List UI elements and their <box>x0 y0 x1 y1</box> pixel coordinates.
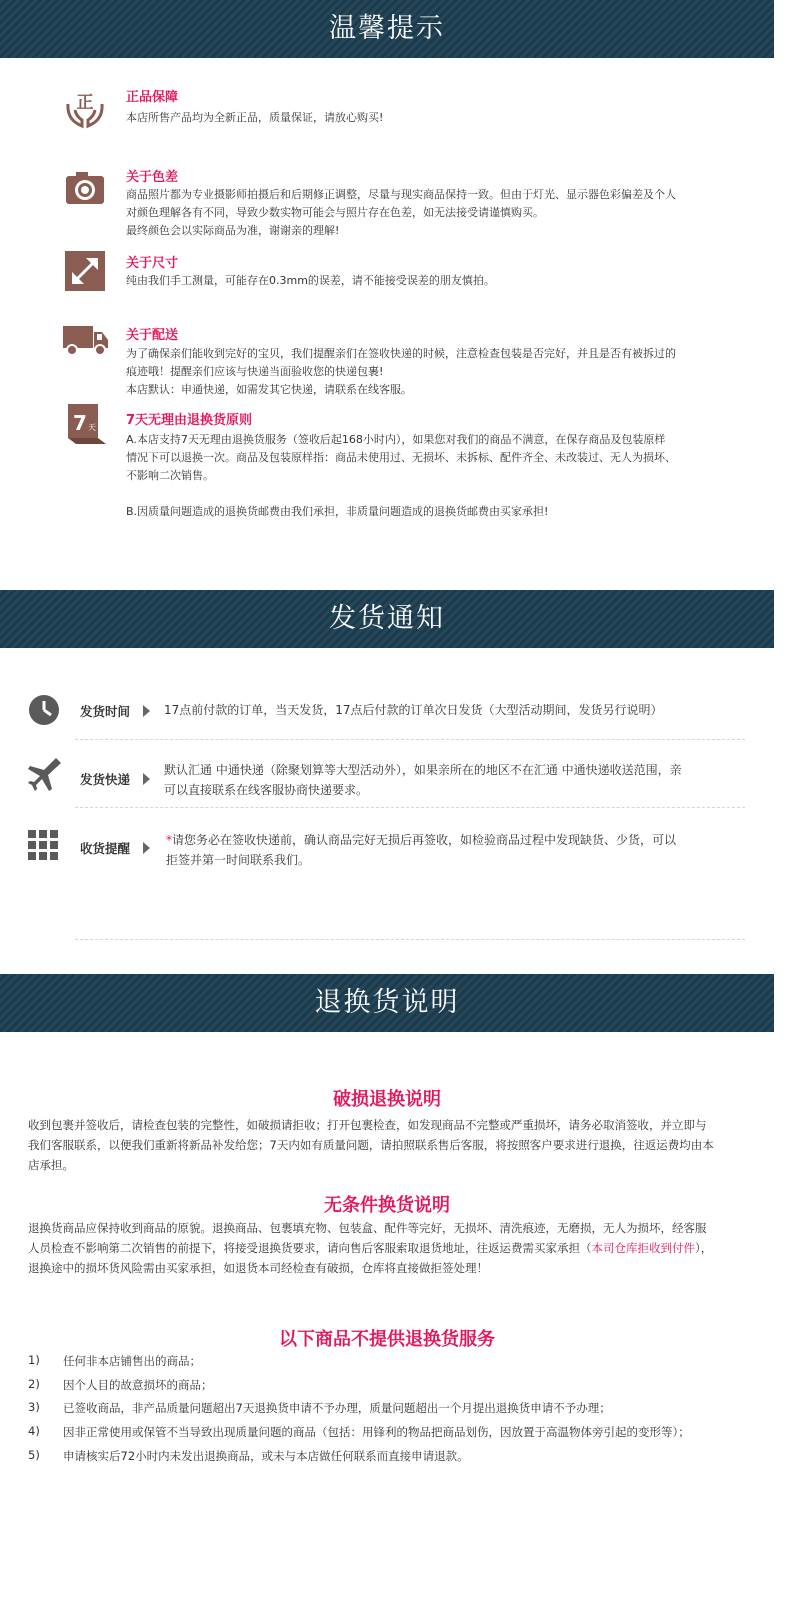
divider <box>75 807 745 808</box>
tip-line: B.因质量问题造成的退换货邮费由我们承担，非质量问题造成的退换货邮费由买家承担! <box>126 505 549 518</box>
tip-title-size: 关于尺寸 <box>126 256 179 271</box>
tip-line: 商品照片都为专业摄影师拍摄后和后期修正调整，尽量与现实商品保持一致。但由于灯光、显示器色彩偏差及个人 <box>126 188 676 201</box>
tip-body-size <box>126 272 736 290</box>
para-line: 人员检查不影响第二次销售的前提下，将接受退换货要求，请向售后客服索取退货地址，往返运费需买家承担（本司仓库拒收到付件）， <box>28 1241 713 1255</box>
svg-text:天: 天 <box>88 423 96 432</box>
size-arrow-icon <box>64 250 106 292</box>
list-num: 4) <box>28 1424 40 1438</box>
no-service-title: 以下商品不提供退换货服务 <box>279 1329 495 1350</box>
tip-line: 痕迹哦！提醒亲们应该与快递当面验收您的快递包裹! <box>126 365 384 378</box>
tip-line: 本店所售产品均为全新正品，质量保证，请放心购买! <box>126 111 384 124</box>
tip-line: 为了确保亲们能收到完好的宝贝，我们提醒亲们在签收快递的时候，注意检查包装是否完好，并且是否有被拆过的 <box>126 347 676 360</box>
camera-icon <box>64 168 106 210</box>
list-item: 任何非本店铺售出的商品； <box>63 1354 201 1368</box>
list-num: 1) <box>28 1353 40 1367</box>
list-num: 3) <box>28 1400 40 1414</box>
tip-body-7days <box>126 431 736 521</box>
shipping-banner: 发货通知 <box>0 590 774 648</box>
damage-paragraph <box>28 1115 748 1175</box>
required-star: * <box>166 833 172 847</box>
tip-line: 最终颜色会以实际商品为准，谢谢亲的理解! <box>126 224 340 237</box>
divider <box>75 739 745 740</box>
shipping-line: 请您务必在签收快递前，确认商品完好无损后再签收，如检验商品过程中发现缺货、少货，可以 <box>172 833 677 847</box>
returns-banner: 退换货说明 <box>0 974 774 1032</box>
seven-days-icon <box>66 402 108 444</box>
unconditional-paragraph <box>28 1218 748 1278</box>
grid-icon <box>28 830 60 862</box>
tip-line: 纯由我们手工测量，可能存在0.3mm的误差，请不能接受误差的朋友慎拍。 <box>126 274 495 287</box>
shipping-text-express <box>164 760 734 800</box>
list-item: 因非正常使用或保管不当导致出现质量问题的商品（包括：用锋利的物品把商品划伤，因放置于高温物体旁引起的变形等）； <box>63 1425 690 1439</box>
list-item: 已签收商品，非产品质量问题超出7天退换货申请不予办理，质量问题超出一个月提出退换货申请不予办理； <box>63 1401 611 1415</box>
shipping-line: 可以直接联系在线客服协商快递要求。 <box>164 783 369 797</box>
svg-text:正: 正 <box>76 93 94 113</box>
list-num: 2) <box>28 1377 40 1391</box>
clock-icon <box>28 694 60 726</box>
shipping-label-receive: 收货提醒 <box>80 841 131 856</box>
arrow-right-icon <box>143 842 150 854</box>
tip-line: A.本店支持7天无理由退换货服务（签收后起168小时内），如果您对我们的商品不满意，在保存商品及包装原样 <box>126 433 666 446</box>
shipping-text-time <box>164 700 734 720</box>
shipping-line: 默认汇通 中通快递（除聚划算等大型活动外），如果亲所在的地区不在汇通 中通快递收送范围，亲 <box>164 763 682 777</box>
tip-title-7days: 7天无理由退换货原则 <box>126 413 253 428</box>
tip-line: 本店默认：申通快递，如需发其它快递，请联系在线客服。 <box>126 383 412 396</box>
para-line: 退换途中的损坏货风险需由买家承担，如退货本司经检查有破损，仓库将直接做拒签处理！ <box>28 1261 488 1275</box>
tip-line: 对颜色理解各有不同，导致少数实物可能会与照片存在色差，如无法接受请谨慎购买。 <box>126 206 544 219</box>
airplane-icon <box>28 758 60 790</box>
tip-title-delivery: 关于配送 <box>126 328 179 343</box>
shipping-line: 拒签并第一时间联系我们。 <box>166 853 311 867</box>
list-item: 申请核实后72小时内未发出退换商品，或未与本店做任何联系而直接申请退款。 <box>63 1449 469 1463</box>
warehouse-note: 本司仓库拒收到付件 <box>591 1241 695 1255</box>
tip-body-color <box>126 186 736 240</box>
tip-title-color: 关于色差 <box>126 170 179 185</box>
tip-body-genuine <box>126 109 736 127</box>
arrow-right-icon <box>143 773 150 785</box>
tip-line: 不影响二次销售。 <box>126 469 214 482</box>
tips-banner: 温馨提示 <box>0 0 774 58</box>
svg-text:7: 7 <box>73 411 87 435</box>
para-line: 退换货商品应保持收到商品的原貌。退换商品、包裹填充物、包装盒、配件等完好，无损坏、清洗痕迹，无磨损，无人为损坏，经客服 <box>28 1221 707 1235</box>
tip-body-delivery <box>126 345 736 399</box>
shipping-label-express: 发货快递 <box>80 772 131 787</box>
arrow-right-icon <box>143 705 150 717</box>
genuine-hands-icon <box>64 88 106 130</box>
para-line: 收到包裹并签收后，请检查包装的完整性，如破损请拒收；打开包裹检查，如发现商品不完整或严重损坏，请务必取消签收，并立即与 <box>28 1118 707 1132</box>
list-num: 5) <box>28 1448 40 1462</box>
tip-title-genuine: 正品保障 <box>126 90 179 105</box>
shipping-text-receive <box>166 830 736 870</box>
divider <box>75 939 745 940</box>
shipping-label-time: 发货时间 <box>80 704 131 719</box>
para-line: 我们客服联系，以便我们重新将新品补发给您；7天内如有质量问题，请拍照联系售后客服，将按照客户要求进行退换，往返运费均由本 <box>28 1138 714 1152</box>
list-item: 因个人目的故意损坏的商品； <box>63 1378 213 1392</box>
damage-title: 破损退换说明 <box>333 1089 441 1110</box>
shipping-line: 17点前付款的订单，当天发货，17点后付款的订单次日发货（大型活动期间，发货另行说明） <box>164 703 663 717</box>
truck-icon <box>62 318 110 360</box>
tip-line: 情况下可以退换一次。商品及包装原样指：商品未使用过、无损坏、未拆标、配件齐全、未改装过、无人为损坏、 <box>126 451 676 464</box>
unconditional-title: 无条件换货说明 <box>324 1195 450 1216</box>
para-line: 店承担。 <box>28 1158 74 1172</box>
